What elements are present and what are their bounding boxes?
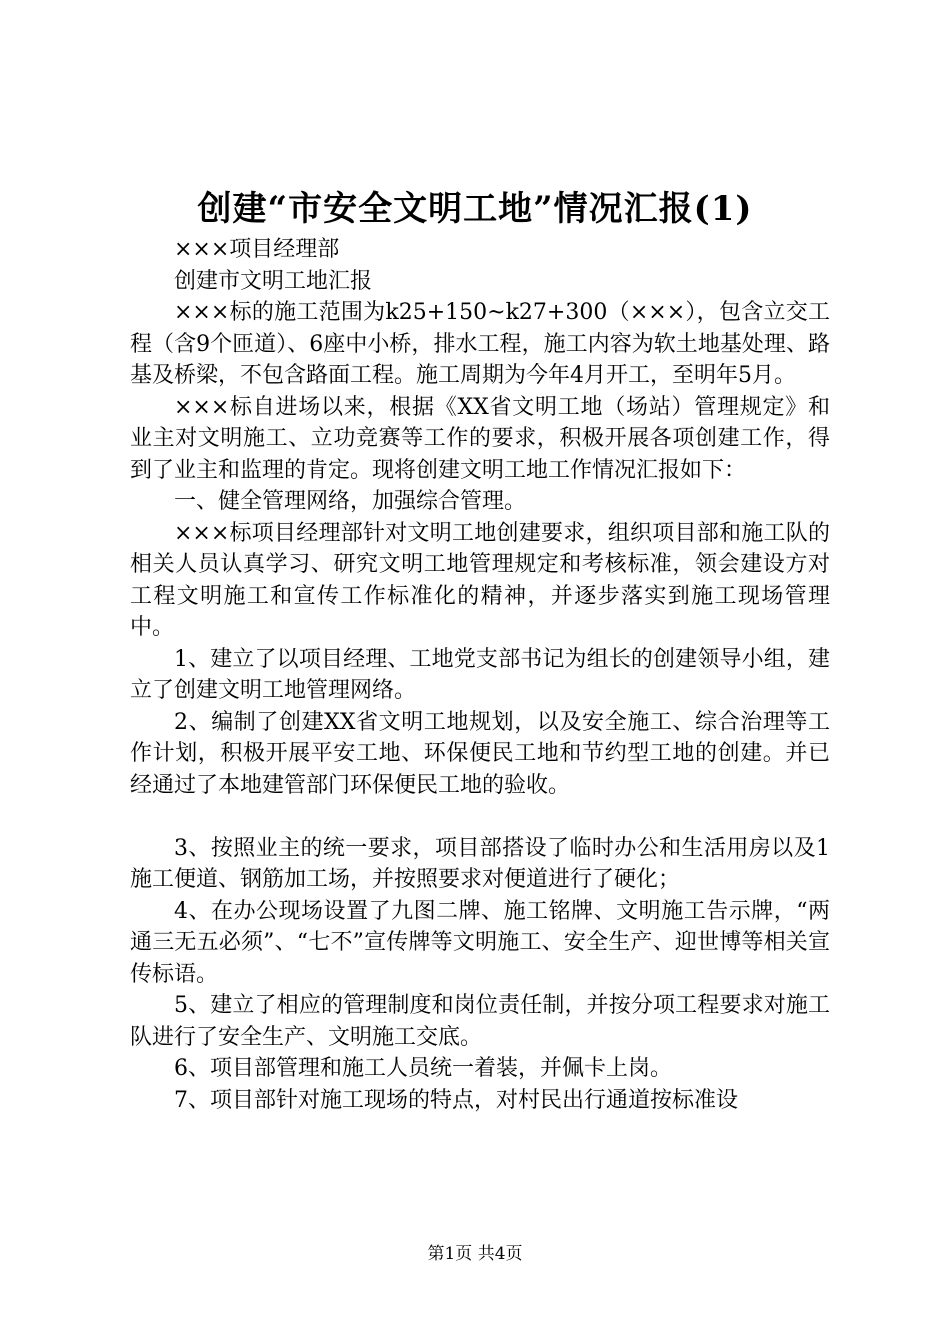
paragraph-report-title: 创建市文明工地汇报 (174, 268, 373, 294)
paragraph-gap (130, 801, 830, 833)
paragraph-department: ×××项目经理部 (174, 237, 340, 262)
paragraph-section-1: ×××标项目经理部针对文明工地创建要求，组织项目部和施工队的相关人员认真学习、研究文明工地管理规定和考核标准，领会建设方对工程文明施工和宣传工作标准化的精神，并逐步落实到施工现场管理中。 (130, 520, 830, 640)
list-item-7: 7、项目部针对施工现场的特点，对村民出行通道按标准设 (174, 1087, 738, 1113)
list-item-3: 3、按照业主的统一要求，项目部搭设了临时办公和生活用房以及1施工便道、钢筋加工场，并按照要求对便道进行了硬化； (130, 835, 830, 892)
page-footer: 第1页 共4页 (427, 1244, 523, 1264)
paragraph-scope: ×××标的施工范围为k25+150~k27+300（×××），包含立交工程（含9个匝道）、6座中小桥，排水工程，施工内容为软土地基处理、路基及桥梁，不包含路面工程。施工周期为今年4月开工，至明年5月。 (130, 300, 830, 388)
list-item-1: 1、建立了以项目经理、工地党支部书记为组长的创建领导小组，建立了创建文明工地管理网络。 (130, 646, 830, 703)
document-title: 创建“市安全文明工地”情况汇报(1) (197, 189, 753, 229)
section-heading-1: 一、健全管理网络，加强综合管理。 (174, 489, 527, 514)
list-item-6: 6、项目部管理和施工人员统一着装，并佩卡上岗。 (174, 1056, 672, 1081)
document-body (130, 234, 830, 1116)
paragraph-intro: ×××标自进场以来，根据《XX省文明工地（场站）管理规定》和业主对文明施工、立功竞赛等工作的要求，积极开展各项创建工作，得到了业主和监理的肯定。现将创建文明工地工作情况汇报如下： (130, 394, 830, 483)
list-item-5: 5、建立了相应的管理制度和岗位责任制，并按分项工程要求对施工队进行了安全生产、文明施工交底。 (130, 993, 830, 1050)
list-item-4: 4、在办公现场设置了九图二牌、施工铭牌、文明施工告示牌，“两通三无五必须”、“七不”宣传牌等文明施工、安全生产、迎世博等相关宣传标语。 (130, 898, 830, 987)
list-item-2: 2、编制了创建XX省文明工地规划，以及安全施工、综合治理等工作计划，积极开展平安工地、环保便民工地和节约型工地的创建。并已经通过了本地建管部门环保便民工地的验收。 (130, 709, 830, 798)
